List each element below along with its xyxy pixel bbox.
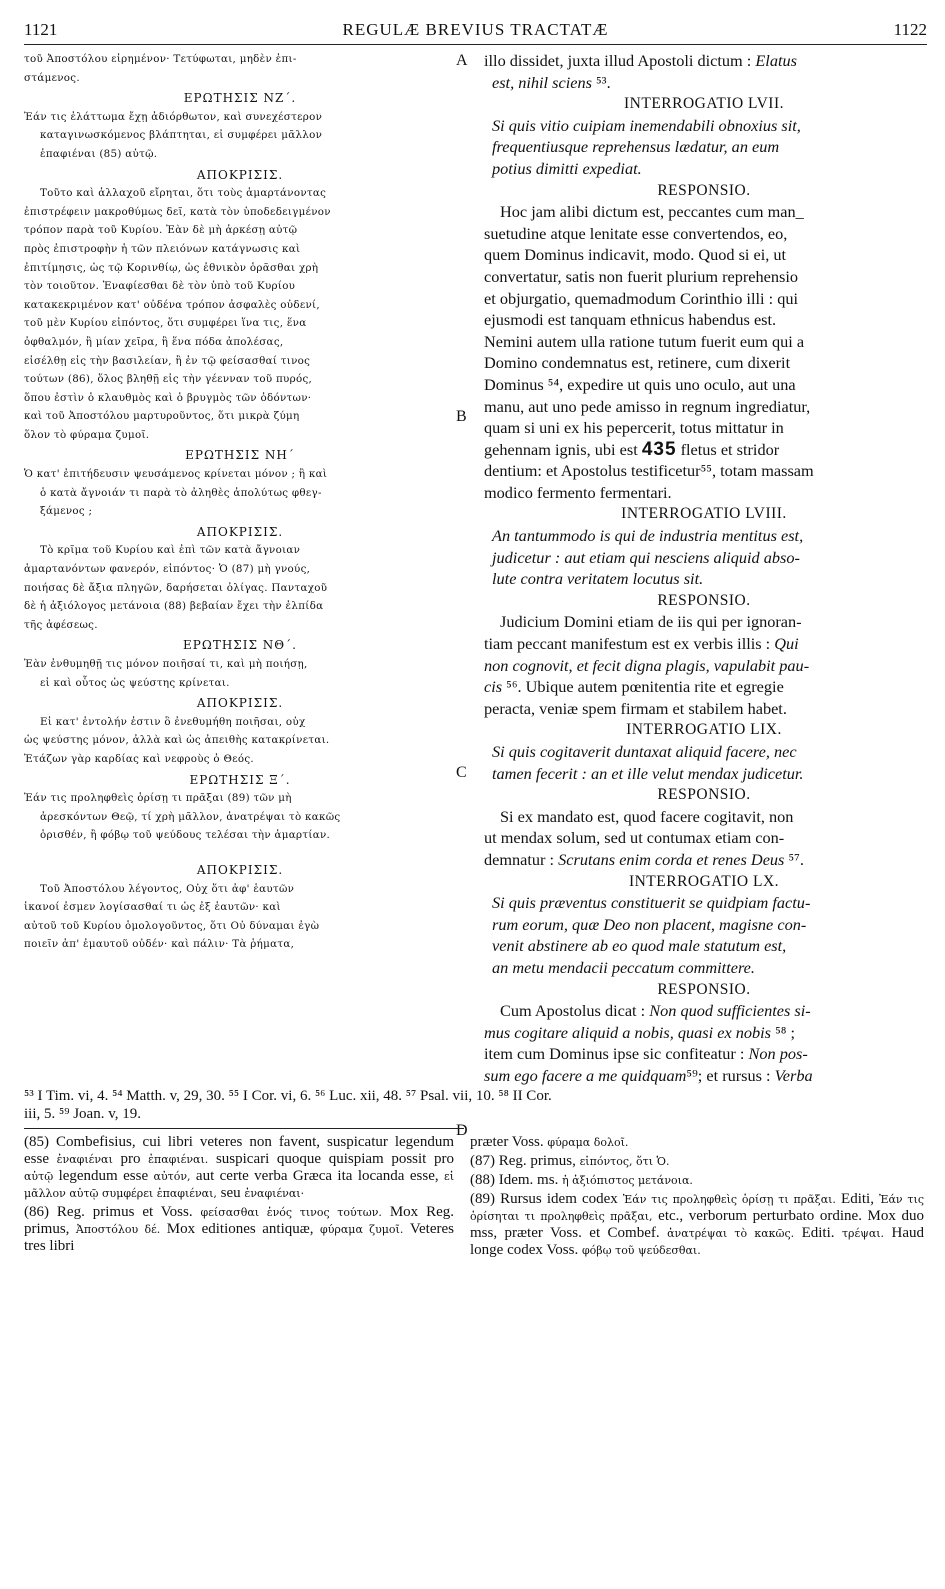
latin-line xyxy=(484,50,924,72)
note-text: Editi. xyxy=(794,1225,842,1241)
note-text: (87) Reg. primus, xyxy=(470,1153,580,1169)
latin-quote: mus cogitare aliquid a nobis, quasi ex nobis xyxy=(484,1022,772,1042)
note-greek: ἐναφιέναι xyxy=(56,1153,113,1166)
greek-line: ἱκανοί ἐσμεν λογίσασθαί τι ὡς ἐξ ἑαυτῶν· καὶ xyxy=(24,901,281,914)
greek-line: ποιήσας δὲ ἄξια πληγῶν, δαρήσεται ὀλίγας. Πανταχοῦ xyxy=(24,581,328,594)
latin-question-line: Si quis vitio cuipiam inemendabili obnoxius sit, xyxy=(492,115,801,135)
greek-line: ποιεῖν ἀπ' ἐμαυτοῦ οὐδέν· καὶ πάλιν· Τὰ ῥήματα, xyxy=(24,938,295,951)
greek-question-line: ὁρισθέν, ἢ φόβῳ τοῦ ψεύδους τελέσαι τὴν ἁμαρτίαν. xyxy=(40,829,331,842)
greek-line: Ἐτάζων γὰρ καρδίας καὶ νεφροὺς ὁ Θεός. xyxy=(24,752,254,765)
greek-line: Τοῦτο καὶ ἀλλαχοῦ εἴρηται, ὅτι τοὺς ἁμαρτάνοντας xyxy=(40,187,327,200)
latin-column xyxy=(484,50,924,1087)
greek-question-line: εἰ καὶ οὗτος ὡς ψεύστης κρίνεται. xyxy=(40,676,230,689)
latin-line: et objurgatio, quemadmodum Corinthio illi : qui xyxy=(484,288,798,308)
note-text: suspicari quoque quispiam possit pro xyxy=(208,1151,454,1167)
greek-line: τὸν τοιοῦτον. Ἐναφίεσθαι δὲ τὸν ὑπὸ τοῦ Κυρίου xyxy=(24,280,296,293)
page-number-right: 1122 xyxy=(893,20,927,39)
greek-question-line: ξάμενος ; xyxy=(40,505,93,518)
citation-line: iii, 5. ⁵⁹ Joan. v, 19. xyxy=(24,1106,141,1122)
latin-line xyxy=(484,1022,924,1044)
note-greek: φύραμα δολοῖ. xyxy=(547,1136,629,1149)
scripture-citations xyxy=(24,1087,924,1123)
latin-question-line: rum eorum, quæ Deo non placent, magisne con- xyxy=(492,914,807,934)
greek-line: ὅλον τὸ φύραμα ζυμοῖ. xyxy=(24,428,150,441)
note-text: Mox Reg. primus, xyxy=(24,1204,455,1237)
section-marker-d: D xyxy=(456,1122,468,1139)
greek-line: τρόπον παρὰ τοῦ Κυρίου. Ἐὰν δὲ μὴ ἀρκέσῃ αὐτῷ xyxy=(24,224,298,237)
latin-quote: Verba xyxy=(774,1065,813,1085)
latin-quote: non cognovit, et fecit digna plagis, vapulabit pau- xyxy=(484,655,810,675)
running-title: REGULÆ BREVIUS TRACTATÆ xyxy=(342,20,609,39)
footnote-86 xyxy=(24,1204,454,1255)
greek-question-line: Ὁ κατ' ἐπιτήδευσιν ψευσάμενος κρίνεται μόνον ; ἢ καὶ xyxy=(24,468,328,481)
greek-line: δὲ ἡ ἀξιόλογος μετάνοια (88) βεβαίαν ἔχει τὴν ἐλπίδα xyxy=(24,600,324,613)
greek-answer-heading: ΑΠΟΚΡΙΣΙΣ. xyxy=(196,167,284,182)
greek-line: ὡς ψεύστης μόνον, ἀλλὰ καὶ ὡς ἀπειθὴς κατακρίνεται. xyxy=(24,734,330,747)
latin-question-line: Si quis præventus constituerit se quidpiam factu- xyxy=(492,893,811,913)
section-marker-a: A xyxy=(456,52,468,69)
footnote-85 xyxy=(24,1134,454,1202)
footnote-87 xyxy=(470,1153,924,1170)
latin-line: Judicium Domini etiam de iis qui per ignoran- xyxy=(500,612,802,632)
greek-question-line: Ἐὰν ἐνθυμηθῇ τις μόνον ποιῆσαί τι, καὶ μὴ ποιήσῃ, xyxy=(24,658,308,670)
greek-line: Τὸ κρῖμα τοῦ Κυρίου καὶ ἐπὶ τῶν κατὰ ἄγνοιαν xyxy=(40,544,301,557)
latin-line: ejusmodi est tanquam ethnicus habendus est. xyxy=(484,310,777,330)
note-text: aut certe verba Græca ita locanda esse, xyxy=(190,1168,444,1184)
latin-line: Dominus ⁵⁴, expedire ut quis uno oculo, aut una xyxy=(484,374,796,394)
greek-line: τούτων (86), ὅλος βληθῇ εἰς τὴν γέενναν τοῦ πυρός, xyxy=(24,373,313,386)
greek-line: ὀφθαλμόν, ἢ μίαν χεῖρα, ἢ ἕνα πόδα ἀπολέσας, xyxy=(24,335,284,348)
greek-question-line: ἀρεσκόντων Θεῷ, τί χρὴ μᾶλλον, ἀνατρέψαι τὸ κακῶς xyxy=(40,810,341,823)
latin-line: peracta, veniæ spem firmam et stabilem habet. xyxy=(484,698,787,718)
greek-question-line: καταγινωσκόμενος βλάπτηται, εἰ συμφέρει μᾶλλον xyxy=(40,129,323,142)
note-greek: αὐτῷ xyxy=(24,1170,54,1183)
greek-line: πρὸς ἐπιστροφὴν ἡ τῶν πλειόνων κατάγνωσις καὶ xyxy=(24,242,301,255)
greek-line: ἁμαρτανόντων φανερόν, εἰπόντος· Ὁ (87) μὴ γνούς, xyxy=(24,563,311,576)
note-greek: φόβῳ τοῦ ψεύδεσθαι. xyxy=(581,1244,701,1257)
latin-quote: sum ego facere a me quidquam xyxy=(484,1065,687,1085)
citation-line: ⁵³ I Tim. vi, 4. ⁵⁴ Matth. v, 29, 30. ⁵⁵ I Cor. vi, 6. ⁵⁶ Luc. xii, 48. ⁵⁷ Psal. vii, 10. ⁵⁸ II Cor. xyxy=(24,1088,552,1104)
latin-line: suetudine atque lenitate esse convertendos, eo, xyxy=(484,223,788,243)
note-text: (86) Reg. primus et Voss. xyxy=(24,1204,201,1220)
latin-line xyxy=(484,1043,924,1065)
page-number-left: 1121 xyxy=(24,20,58,39)
latin-question-line: An tantummodo is qui de industria mentitus est, xyxy=(492,526,804,546)
footnotes-right xyxy=(470,1134,924,1261)
note-greek: Ἀποστόλου δέ. xyxy=(75,1223,161,1236)
greek-question-line: ὁ κατὰ ἄγνοιάν τι παρὰ τὸ ἀληθὲς ἀπολύτως φθεγ- xyxy=(40,486,322,499)
latin-question-line: potius dimitti expediat. xyxy=(492,158,642,178)
latin-line: modico fermento fermentari. xyxy=(484,482,672,502)
latin-response-heading: RESPONSIO. xyxy=(657,980,751,998)
latin-line: Domino condemnatus est, retinere, cum dixerit xyxy=(484,353,791,373)
greek-line: καὶ τοῦ Ἀποστόλου μαρτυροῦντος, ὅτι μικρὰ ζύμη xyxy=(24,410,300,423)
greek-question-heading-57: ΕΡΩΤΗΣΙΣ ΝΖ΄. xyxy=(183,91,297,106)
latin-text: demnatur : xyxy=(484,849,559,869)
latin-text: tiam peccant manifestum est ex verbis illis : xyxy=(484,634,775,654)
latin-quote: Scrutans enim corda et renes Deus xyxy=(558,849,785,869)
note-text: præter Voss. xyxy=(470,1134,548,1150)
footnote-89 xyxy=(470,1191,924,1259)
latin-text: ⁵³. xyxy=(591,72,611,92)
greek-question-line: ἐπαφιέναι (85) αὐτῷ. xyxy=(40,147,158,160)
latin-quote: Qui xyxy=(774,634,799,654)
note-text: (88) Idem. ms. xyxy=(470,1172,563,1188)
note-text: (85) Combefisius, cui libri veteres non favent, suspicatur legendum esse xyxy=(24,1134,454,1167)
section-marker-b: B xyxy=(456,408,467,425)
latin-text: ⁵⁸ ; xyxy=(771,1022,796,1042)
footnote-86-continued xyxy=(470,1134,924,1151)
note-greek: ἡ ἀξιόπιστος μετάνοια. xyxy=(562,1174,693,1187)
latin-line: quem Dominus indicavit, modo. Quod si ei, ut xyxy=(484,245,787,265)
greek-line: κατακεκριμένον κατ' οὐδένα τρόπον ἀσφαλὲς οὐδενί, xyxy=(24,298,320,311)
note-text: Haud longe codex Voss. xyxy=(470,1225,924,1258)
latin-line: Si ex mandato est, quod facere cogitavit, non xyxy=(500,806,794,826)
latin-line: Hoc jam alibi dictum est, peccantes cum man_ xyxy=(500,202,804,222)
greek-line: τῆς ἀφέσεως. xyxy=(24,618,98,631)
latin-line xyxy=(484,633,924,655)
greek-answer-heading: ΑΠΟΚΡΙΣΙΣ. xyxy=(196,524,284,539)
footnote-rule xyxy=(24,1128,464,1129)
greek-answer-heading: ΑΠΟΚΡΙΣΙΣ. xyxy=(196,696,284,711)
latin-question-line: Si quis cogitaverit duntaxat aliquid facere, nec xyxy=(492,742,797,761)
latin-line xyxy=(484,655,924,677)
latin-question-heading-60: INTERROGATIO LX. xyxy=(628,872,780,890)
latin-text: gehennam ignis, ubi est xyxy=(484,439,642,459)
latin-quote: est, nihil sciens xyxy=(492,72,592,92)
note-text: seu xyxy=(216,1185,245,1201)
latin-line: dentium: et Apostolus testificetur⁵⁵, totam massam xyxy=(484,461,814,481)
column-number: 435 xyxy=(641,438,677,460)
note-greek: εἰ μᾶλλον αὐτῷ συμφέρει ἐπαφιέναι, xyxy=(24,1170,455,1200)
note-text: Veteres tres libri xyxy=(24,1221,454,1254)
latin-line xyxy=(484,676,924,698)
latin-question-line: frequentiusque reprehensus lædatur, an eum xyxy=(492,137,780,157)
greek-line: τοῦ Ἀποστόλου εἰρημένον· Τετύφωται, μηδὲν ἐπι- xyxy=(24,53,297,65)
note-greek: Ἐάν τις ὁρίσηται τι προληφθεὶς πρᾶξαι, xyxy=(470,1193,924,1223)
note-greek: αὐτόν, xyxy=(153,1170,191,1183)
latin-question-line: lute contra veritatem locutus sit. xyxy=(492,569,704,589)
greek-line: στάμενος. xyxy=(24,71,80,84)
note-text: etc., verborum perturbato ordine. Mox duo mss, præter Voss. et Combef. xyxy=(470,1208,924,1241)
greek-question-line: Ἐάν τις ἐλάττωμα ἔχῃ ἀδιόρθωτον, καὶ συνεχέστερον xyxy=(24,110,323,123)
greek-line: εἰσέλθῃ εἰς τὴν βασιλείαν, ἢ ἐν τῷ φείσασθαί τινος xyxy=(24,354,311,367)
running-header xyxy=(24,20,927,44)
note-greek: ἐναφιέναι· xyxy=(244,1187,305,1200)
latin-text: fletus et stridor xyxy=(676,439,780,459)
latin-question-heading-57: INTERROGATIO LVII. xyxy=(624,95,784,113)
greek-line: Τοῦ Ἀποστόλου λέγοντος, Οὐχ ὅτι ἀφ' ἑαυτῶν xyxy=(40,882,295,895)
latin-response-heading: RESPONSIO. xyxy=(657,786,751,804)
latin-line xyxy=(484,72,924,94)
greek-column xyxy=(24,50,456,954)
latin-quote: Elatus xyxy=(755,51,797,70)
latin-text: ⁵⁹; et rursus : xyxy=(686,1065,775,1085)
note-greek: εἰπόντος, ὅτι Ὁ. xyxy=(579,1155,670,1168)
greek-line: Εἰ κατ' ἐντολήν ἐστιν ὃ ἐνεθυμήθη ποιῆσαι, οὐχ xyxy=(40,715,306,728)
note-greek: φύραμα ζυμοῖ. xyxy=(320,1223,404,1236)
greek-line: αὐτοῦ τοῦ Κυρίου ὁμολογοῦντος, ὅτι Οὐ δύναμαι ἐγὼ xyxy=(24,919,320,932)
footnote-88 xyxy=(470,1172,924,1189)
latin-text: Cum Apostolus dicat : xyxy=(500,1001,650,1021)
latin-line: Nemini autem ulla ratione tutum fuerit eum qui a xyxy=(484,331,805,351)
greek-question-heading-60: ΕΡΩΤΗΣΙΣ Ξ΄. xyxy=(189,772,291,787)
latin-quote: Non quod sufficientes si- xyxy=(649,1001,811,1021)
note-greek: τρέψαι. xyxy=(841,1227,885,1240)
note-text: pro xyxy=(112,1151,149,1167)
greek-line: ἐπιστρέφειν μακροθύμως δεῖ, κατὰ τὸν ὑποδεδειγμένον xyxy=(24,205,331,218)
latin-question-heading-59: INTERROGATIO LIX. xyxy=(626,721,782,739)
latin-line: ut mendax solum, sed ut contumax etiam con- xyxy=(484,828,785,848)
latin-line xyxy=(484,1000,924,1022)
latin-line xyxy=(484,439,924,461)
note-greek: φείσασθαι ἑνός τινος τούτων. xyxy=(200,1206,382,1219)
greek-line: ὅπου ἐστὶν ὁ κλαυθμὸς καὶ ὁ βρυγμὸς τῶν ὀδόντων· xyxy=(24,391,312,404)
latin-quote: cis xyxy=(484,677,503,697)
note-greek: Ἐάν τις προληφθεὶς ὁρίσῃ τι πρᾶξαι. xyxy=(622,1193,836,1206)
latin-question-line: an metu mendacii peccatum committere. xyxy=(492,957,755,977)
latin-text: ⁵⁷. xyxy=(784,849,804,869)
footnotes-left xyxy=(24,1134,454,1257)
latin-line: quam si uni ex his pepercerit, totus mittatur in xyxy=(484,418,784,438)
section-marker-c: C xyxy=(456,764,467,781)
greek-line: τοῦ μὲν Κυρίου εἰπόντος, ὅτι συμφέρει ἵνα τις, ἕνα xyxy=(24,317,307,330)
latin-line: manu, aut uno pede amisso in regnum ingrediatur, xyxy=(484,396,811,416)
greek-line: ἐπιτίμησις, ὡς τῷ Κορινθίῳ, ὡς ἐθνικὸν ὁρᾶσθαι χρὴ xyxy=(24,261,319,274)
note-text: Mox editiones antiquæ, xyxy=(160,1221,321,1237)
note-greek: ἀνατρέψαι τὸ κακῶς. xyxy=(667,1227,795,1240)
latin-line xyxy=(484,849,924,871)
latin-question-line: tamen fecerit : an et ille velut mendax judicetur. xyxy=(492,763,804,783)
note-text: Editi, xyxy=(835,1191,880,1207)
latin-response-heading: RESPONSIO. xyxy=(657,591,751,609)
latin-quote: Non pos- xyxy=(748,1044,808,1064)
note-text: legendum esse xyxy=(53,1168,154,1184)
latin-text: ⁵⁶. Ubique autem pœnitentia rite et egregie xyxy=(502,677,784,697)
latin-question-line: judicetur : aut etiam qui nesciens aliquid abso- xyxy=(492,547,800,567)
latin-line: convertatur, satis non fuerit plurium reprehensio xyxy=(484,266,799,286)
note-greek: ἐπαφιέναι. xyxy=(148,1153,209,1166)
greek-answer-heading: ΑΠΟΚΡΙΣΙΣ. xyxy=(196,862,284,877)
latin-text: illo dissidet, juxta illud Apostoli dictum : xyxy=(484,51,756,70)
note-text: (89) Rursus idem codex xyxy=(470,1191,623,1207)
greek-question-heading-58: ΕΡΩΤΗΣΙΣ ΝΗ΄ xyxy=(185,448,295,463)
latin-question-heading-58: INTERROGATIO LVIII. xyxy=(621,505,787,523)
greek-question-heading-59: ΕΡΩΤΗΣΙΣ ΝΘ΄. xyxy=(183,638,297,653)
latin-text: item cum Dominus ipse sic confiteatur : xyxy=(484,1044,749,1064)
latin-line xyxy=(484,1065,924,1087)
greek-question-line: Ἐάν τις προληφθεὶς ὁρίσῃ τι πρᾶξαι (89) τῶν μὴ xyxy=(24,792,292,805)
latin-response-heading: RESPONSIO. xyxy=(657,181,751,199)
header-rule xyxy=(24,44,927,45)
latin-question-line: venit abstinere ab eo quod male statutum est, xyxy=(492,936,787,956)
